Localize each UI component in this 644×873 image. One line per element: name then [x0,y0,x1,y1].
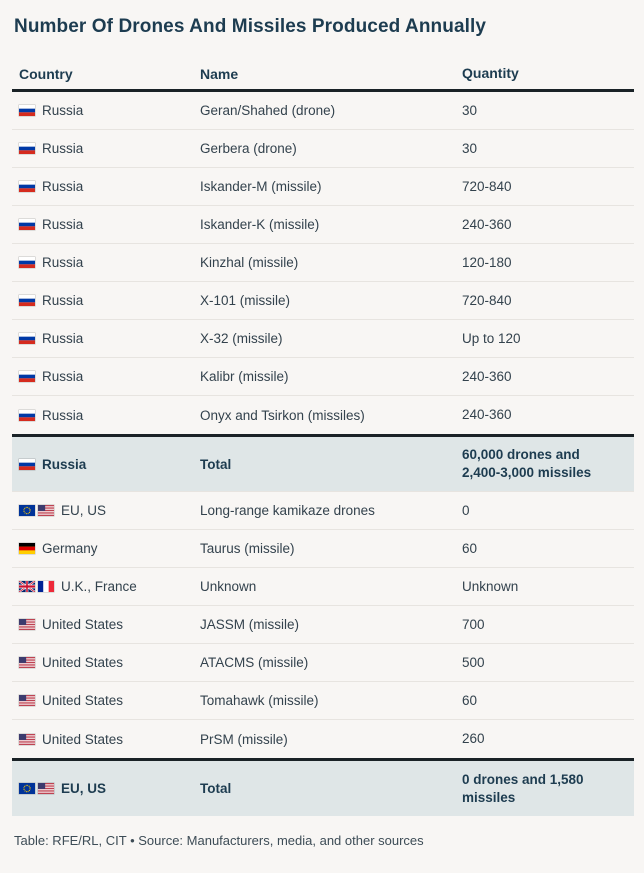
flag-ru-icon [19,105,35,116]
flag-group [19,619,35,630]
table-row [12,244,634,282]
country-label: Russia [42,255,84,270]
table-row [12,206,634,244]
name-cell: Gerbera (drone) [200,141,297,156]
quantity-cell: 240-360 [462,407,512,423]
flag-group [19,783,54,794]
quantity-cell: 120-180 [462,254,512,270]
country-cell [12,655,200,670]
country-label: Russia [42,456,87,472]
country-label: Russia [42,407,84,423]
name-cell: Total [200,781,232,796]
country-label: United States [42,693,124,708]
quantity-cell: 0 drones and 1,580 missiles [462,771,584,805]
flag-us-icon [19,657,35,668]
flag-us-icon [19,734,35,745]
country-label: United States [42,655,124,670]
name-cell: Geran/Shahed (drone) [200,103,336,118]
name-cell: Tomahawk (missile) [200,693,319,708]
quantity-cell: 260 [462,731,485,747]
country-cell [12,331,200,346]
flag-group [19,333,35,344]
flag-ru-icon [19,143,35,154]
table-row [12,568,634,606]
name-cell: Taurus (missile) [200,541,295,556]
quantity-cell: 30 [462,140,478,156]
flag-group [19,105,35,116]
table-header-row [12,58,634,92]
flag-us-icon [19,619,35,630]
country-cell [12,217,200,232]
name-cell: Onyx and Tsirkon (missiles) [200,407,365,423]
flag-group [19,657,35,668]
flag-group [19,371,35,382]
quantity-cell: 0 [462,502,470,518]
quantity-cell: Up to 120 [462,330,521,346]
table-row [12,644,634,682]
quantity-cell: Unknown [462,578,519,594]
quantity-cell: 60 [462,540,478,556]
table-row [12,606,634,644]
country-cell [12,293,200,308]
flag-group [19,219,35,230]
flag-ru-icon [19,219,35,230]
flag-ru-icon [19,295,35,306]
name-cell: Long-range kamikaze drones [200,503,375,518]
flag-group [19,734,35,745]
flag-de-icon [19,543,35,554]
country-cell [12,693,200,708]
country-label: EU, US [61,781,107,796]
quantity-cell: 720-840 [462,178,512,194]
quantity-cell: 240-360 [462,216,512,232]
flag-group [19,543,35,554]
table-row [12,682,634,720]
page-title: Number Of Drones And Missiles Produced Annually [14,16,487,37]
flag-gb-icon [19,581,35,592]
header-name: Name [200,65,239,82]
country-label: Russia [42,217,84,232]
country-label: United States [42,731,124,747]
flag-group [19,459,35,470]
flag-group [19,581,54,592]
flag-group [19,505,54,516]
country-cell [12,255,200,270]
flag-ru-icon [19,181,35,192]
flag-group [19,181,35,192]
country-label: Russia [42,293,84,308]
table-row [12,130,634,168]
country-label: Russia [42,141,84,156]
table-row [12,92,634,130]
country-cell [12,369,200,384]
flag-fr-icon [38,581,54,592]
quantity-cell: 30 [462,102,478,118]
name-cell: ATACMS (missile) [200,655,309,670]
country-cell [12,579,200,594]
table-row [12,530,634,568]
country-cell [12,732,200,747]
flag-us-icon [38,783,54,794]
country-cell [12,103,200,118]
country-cell [12,141,200,156]
flag-ru-icon [19,333,35,344]
name-cell: Unknown [200,579,257,594]
quantity-cell: 60 [462,692,478,708]
country-label: Germany [42,541,98,556]
country-cell [12,408,200,423]
table-row [12,492,634,530]
country-label: Russia [42,331,84,346]
flag-ru-icon [19,459,35,470]
quantity-cell: 720-840 [462,292,512,308]
country-label: Russia [42,103,84,118]
quantity-cell: 500 [462,654,485,670]
flag-group [19,410,35,421]
country-cell [12,503,200,518]
table-row [12,320,634,358]
flag-ru-icon [19,410,35,421]
name-cell: Total [200,456,232,472]
country-label: EU, US [61,503,107,518]
total-row [12,434,634,492]
country-label: Russia [42,179,84,194]
name-cell: JASSM (missile) [200,617,300,632]
flag-eu-icon [19,783,35,794]
table-row [12,282,634,320]
quantity-cell: 60,000 drones and 2,400-3,000 missiles [462,447,592,480]
country-cell [12,179,200,194]
table-row [12,720,634,758]
flag-group [19,695,35,706]
header-country: Country [19,65,73,82]
total-row [12,758,634,816]
name-cell: Iskander-K (missile) [200,217,320,232]
flag-eu-icon [19,505,35,516]
flag-us-icon [19,695,35,706]
flag-ru-icon [19,257,35,268]
name-cell: Iskander-M (missile) [200,179,322,194]
flag-ru-icon [19,371,35,382]
name-cell: X-32 (missile) [200,331,283,346]
table-row [12,168,634,206]
country-label: United States [42,617,124,632]
flag-us-icon [38,505,54,516]
name-cell: Kinzhal (missile) [200,255,299,270]
header-quantity: Quantity [462,65,519,82]
country-label: U.K., France [61,579,137,594]
quantity-cell: 240-360 [462,368,512,384]
name-cell: PrSM (missile) [200,731,288,747]
country-cell [12,457,200,472]
quantity-cell: 700 [462,616,485,632]
country-cell [12,781,200,796]
country-label: Russia [42,369,84,384]
table-row [12,396,634,434]
name-cell: X-101 (missile) [200,293,291,308]
flag-group [19,143,35,154]
data-table [12,58,634,816]
table-row [12,358,634,396]
name-cell: Kalibr (missile) [200,369,289,384]
country-cell [12,541,200,556]
flag-group [19,257,35,268]
source-caption: Table: RFE/RL, CIT • Source: Manufacturers, media, and other sources [14,833,424,848]
country-cell [12,617,200,632]
table-body [12,92,634,816]
flag-group [19,295,35,306]
